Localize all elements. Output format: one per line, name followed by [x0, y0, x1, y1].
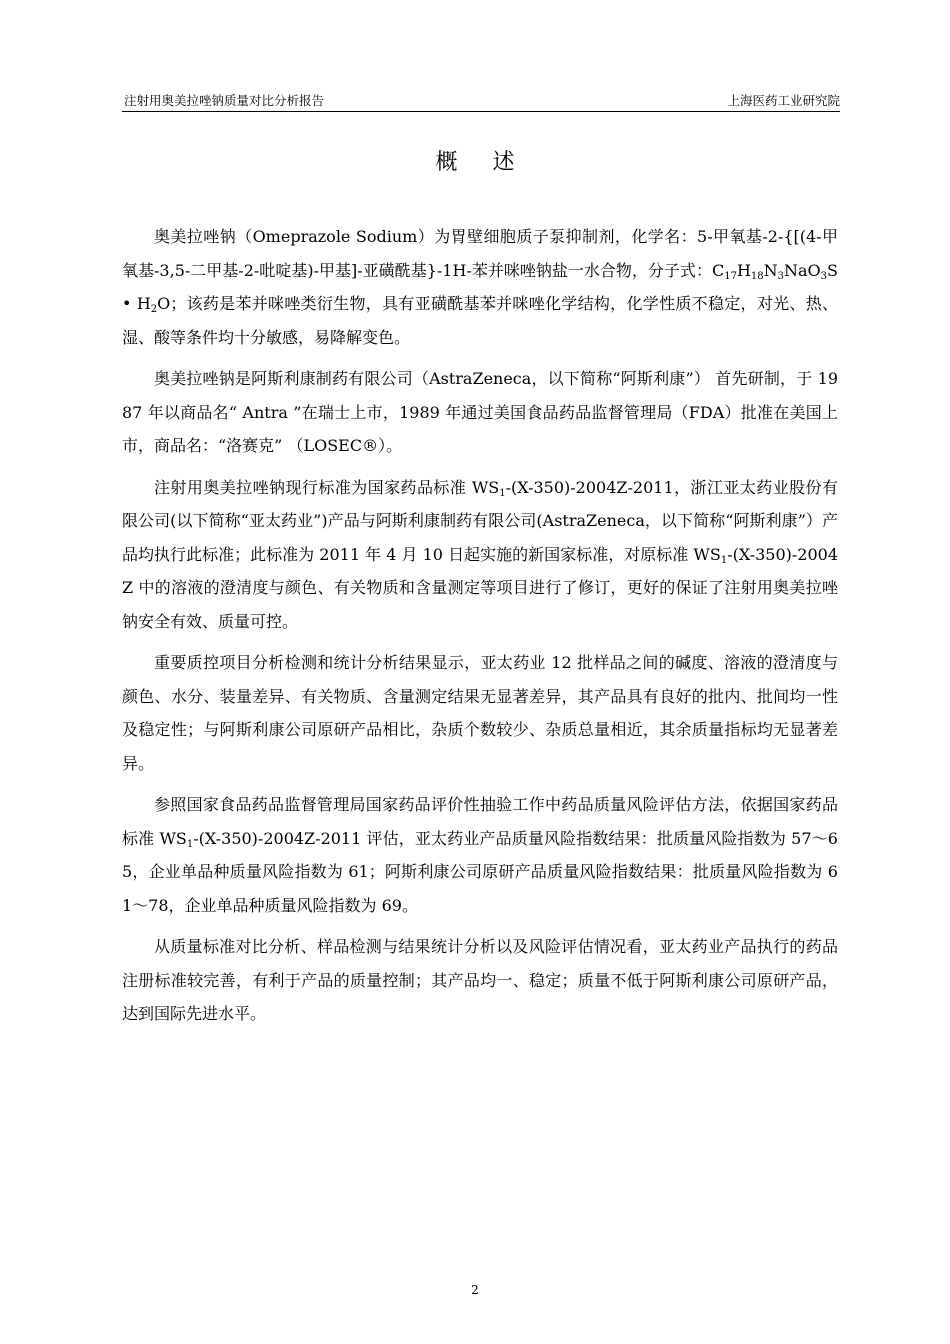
header-institute: 上海医药工业研究院 — [727, 93, 840, 108]
paragraph-2: 奥美拉唑钠是阿斯利康制药有限公司（AstraZeneca，以下简称“阿斯利康”） 首先研制，于 1987 年以商品名“ Antra ”在瑞士上市，1989 年通过美国食品药品监督管理局（FDA）批准在美国上市，商品名：“洛赛克” （LOSEC®）。 — [122, 369, 838, 455]
page-header — [122, 93, 840, 112]
paragraph-5: 参照国家食品药品监督管理局国家药品评价性抽验工作中药品质量风险评估方法，依据国家药品标准 $WS_1-(X-350)-2004Z-2011$ 评估，亚太药业产品质量风险指数结果：批质量风险指数为 57～65，企业单品种质量风险指数为 61；阿斯利康公司原研产品质量风险指数结果：批质量风险指数为 61～78，企业单品种质量风险指数为 69。 — [122, 795, 838, 915]
paragraph-1: 奥美拉唑钠（Omeprazole Sodium）为胃壁细胞质子泵抑制剂，化学名：5-甲氧基-2-{[(4-甲氧基-3,5-二甲基-2-吡啶基)-甲基]-亚磺酰基}-1H-苯并咪唑钠盐一水合物，分子式：$C_{17}H_{18}N_3NaO_3S$ • $H_2O$；该药是苯并咪唑类衍生物，具有亚磺酰基苯并咪唑化学结构，化学性质不稳定，对光、热、湿、酸等条件均十分敏感，易降解变色。 — [122, 227, 838, 347]
paragraph-4: 重要质控项目分析检测和统计分析结果显示，亚太药业 12 批样品之间的碱度、溶液的澄清度与颜色、水分、装量差异、有关物质、含量测定结果无显著差异，其产品具有良好的批内、批间均一性及稳定性；与阿斯利康公司原研产品相比，杂质个数较少、杂质总量相近，其余质量指标均无显著差异。 — [122, 653, 838, 773]
document-body — [122, 220, 838, 1039]
section-title: 概 述 — [435, 150, 529, 175]
page-number: 2 — [471, 1283, 479, 1297]
header-report-title: 注射用奥美拉唑钠质量对比分析报告 — [124, 93, 325, 108]
paragraph-6: 从质量标准对比分析、样品检测与结果统计分析以及风险评估情况看，亚太药业产品执行的药品注册标准较完善，有利于产品的质量控制；其产品均一、稳定；质量不低于阿斯利康公司原研产品，达到国际先进水平。 — [122, 937, 838, 1023]
paragraph-3: 注射用奥美拉唑钠现行标准为国家药品标准 $WS_1-(X-350)-2004Z-2011$，浙江亚太药业股份有限公司(以下简称“亚太药业”)产品与阿斯利康制药有限公司(AstraZeneca，以下简称“阿斯利康”）产品均执行此标准；此标准为 2011 年 4 月 10 日起实施的新国家标准，对原标准 $WS_1-(X-350)-2004Z$ 中的溶液的澄清度与颜色、有关物质和含量测定等项目进行了修订，更好的保证了注射用奥美拉唑钠安全有效、质量可控。 — [122, 477, 838, 631]
